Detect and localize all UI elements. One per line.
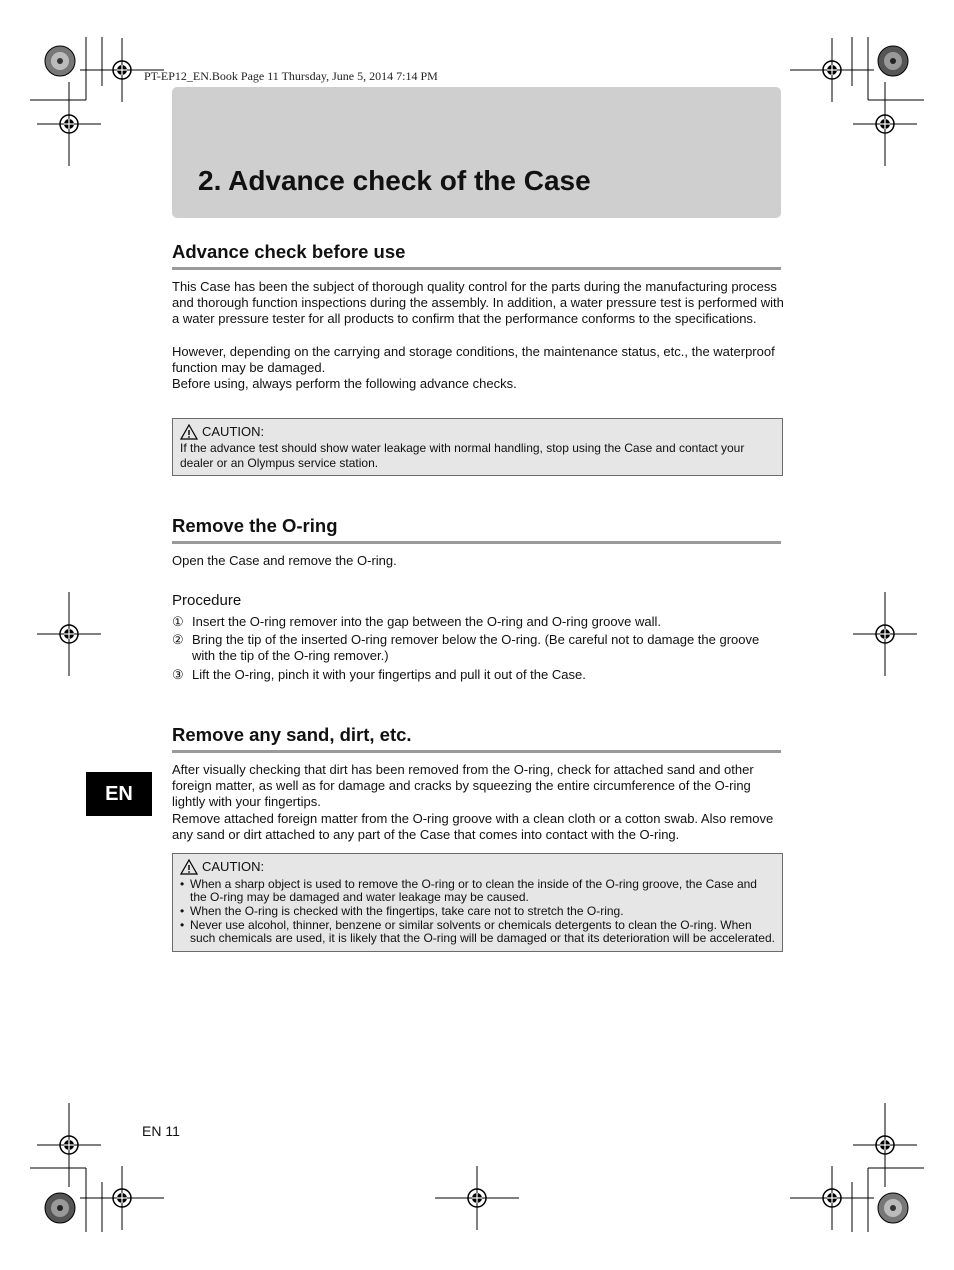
registration-mark-icon [37,82,101,166]
caution-label: CAUTION: [202,858,265,874]
color-wheel-icon [878,1193,908,1223]
page-title: 2. Advance check of the Case [198,165,591,196]
registration-mark-icon [435,1166,519,1230]
caution-list-item: • Never use alcohol, thinner, benzene or similar solvents or chemicals detergents to clean the O-ring. When such chemicals are used, it is likely that the O-ring will be damaged or that its deterioration will be accelerated. [180,918,775,945]
sand-paragraph-1: After visually checking that dirt has been removed from the O-ring, check for attached sand and other foreign matter, as well as for damage and cracks by squeezing the entire circumference of the O-ring lightly with your fingertips. [172,762,754,810]
caution-box-sand [172,853,783,952]
caution-box-advance [172,418,783,476]
caution-list [180,878,775,945]
registration-mark-icon [37,592,101,676]
step-text: Insert the O-ring remover into the gap between the O-ring and O-ring groove wall. [192,614,661,629]
caution-list-item: • When the O-ring is checked with the fingertips, take care not to stretch the O-ring. [180,904,624,918]
color-wheel-icon [45,1193,75,1223]
print-header: PT-EP12_EN.Book Page 11 Thursday, June 5, 2014 7:14 PM [144,69,438,83]
caution-list-item: • When a sharp object is used to remove the O-ring or to clean the inside of the O-ring groove, the Case and the O-ring may be damaged and water leakage may be caused. [180,877,757,904]
registration-mark-icon [80,1166,164,1230]
advance-paragraph-1: This Case has been the subject of thorough quality control for the parts during the manufacturing process and thorough function inspections during the assembly. In addition, a water pressure test is performed with a water pressure tester for all products to confirm that the performance conforms to the specifications. [172,279,784,327]
caution-heading [180,859,775,875]
title-band [172,87,781,218]
caution-item-text: When a sharp object is used to remove the O-ring or to clean the inside of the O-ring groove, the Case and the O-ring may be damaged and water leakage may be caused. [190,877,757,904]
advance-paragraphs [172,279,784,392]
caution-text: If the advance test should show water leakage with normal handling, stop using the Case and contact your dealer or an Olympus service station. [180,441,745,470]
sand-paragraph-2: Remove attached foreign matter from the O-ring groove with a clean cloth or a cotton swab. Also remove any sand or dirt attached to any part of the Case that comes into contact with the O-ring. [172,810,774,842]
sand-paragraphs [172,762,784,843]
warning-triangle-icon [180,424,198,440]
caution-item-text: Never use alcohol, thinner, benzene or similar solvents or chemicals detergents to clean the O-ring. When such chemicals are used, it is likely that the O-ring will be damaged or that its deterioration will be accelerated. [190,918,775,945]
color-wheel-icon [878,46,908,76]
registration-mark-icon [790,38,874,102]
section-heading-advance: Advance check before use [172,241,781,270]
step-text: Lift the O-ring, pinch it with your fingertips and pull it out of the Case. [192,666,586,682]
procedure-label: Procedure [172,592,242,609]
section-heading-oring: Remove the O-ring [172,515,781,544]
warning-triangle-icon [180,859,198,875]
step-text: Bring the tip of the inserted O-ring remover below the O-ring. (Be careful not to damage the groove with the tip of the O-ring remover.) [192,632,760,664]
procedure-step [172,667,784,683]
advance-paragraph-3: Before using, always perform the following advance checks. [172,376,517,392]
advance-paragraph-2: However, depending on the carrying and storage conditions, the maintenance status, etc., the waterproof function may be damaged. [172,343,775,375]
step-number: ① [172,614,184,629]
registration-mark-icon [853,82,917,166]
registration-mark-icon [37,1103,101,1187]
registration-mark-icon [790,1166,874,1230]
registration-mark-icon [853,592,917,676]
caution-label: CAUTION: [202,423,265,439]
procedure-step [172,614,784,630]
caution-item-text: When the O-ring is checked with the fingertips, take care not to stretch the O-ring. [190,904,624,918]
section-heading-sand: Remove any sand, dirt, etc. [172,724,781,753]
caution-heading [180,424,775,440]
language-tab: EN [86,772,152,816]
registration-mark-icon [853,1103,917,1187]
step-number: ② [172,632,184,648]
procedure-step [172,632,784,664]
color-wheel-icon [45,46,75,76]
oring-intro: Open the Case and remove the O-ring. [172,553,397,568]
procedure-steps [172,614,784,685]
step-number: ③ [172,666,184,682]
page-number: EN 11 [142,1123,180,1139]
